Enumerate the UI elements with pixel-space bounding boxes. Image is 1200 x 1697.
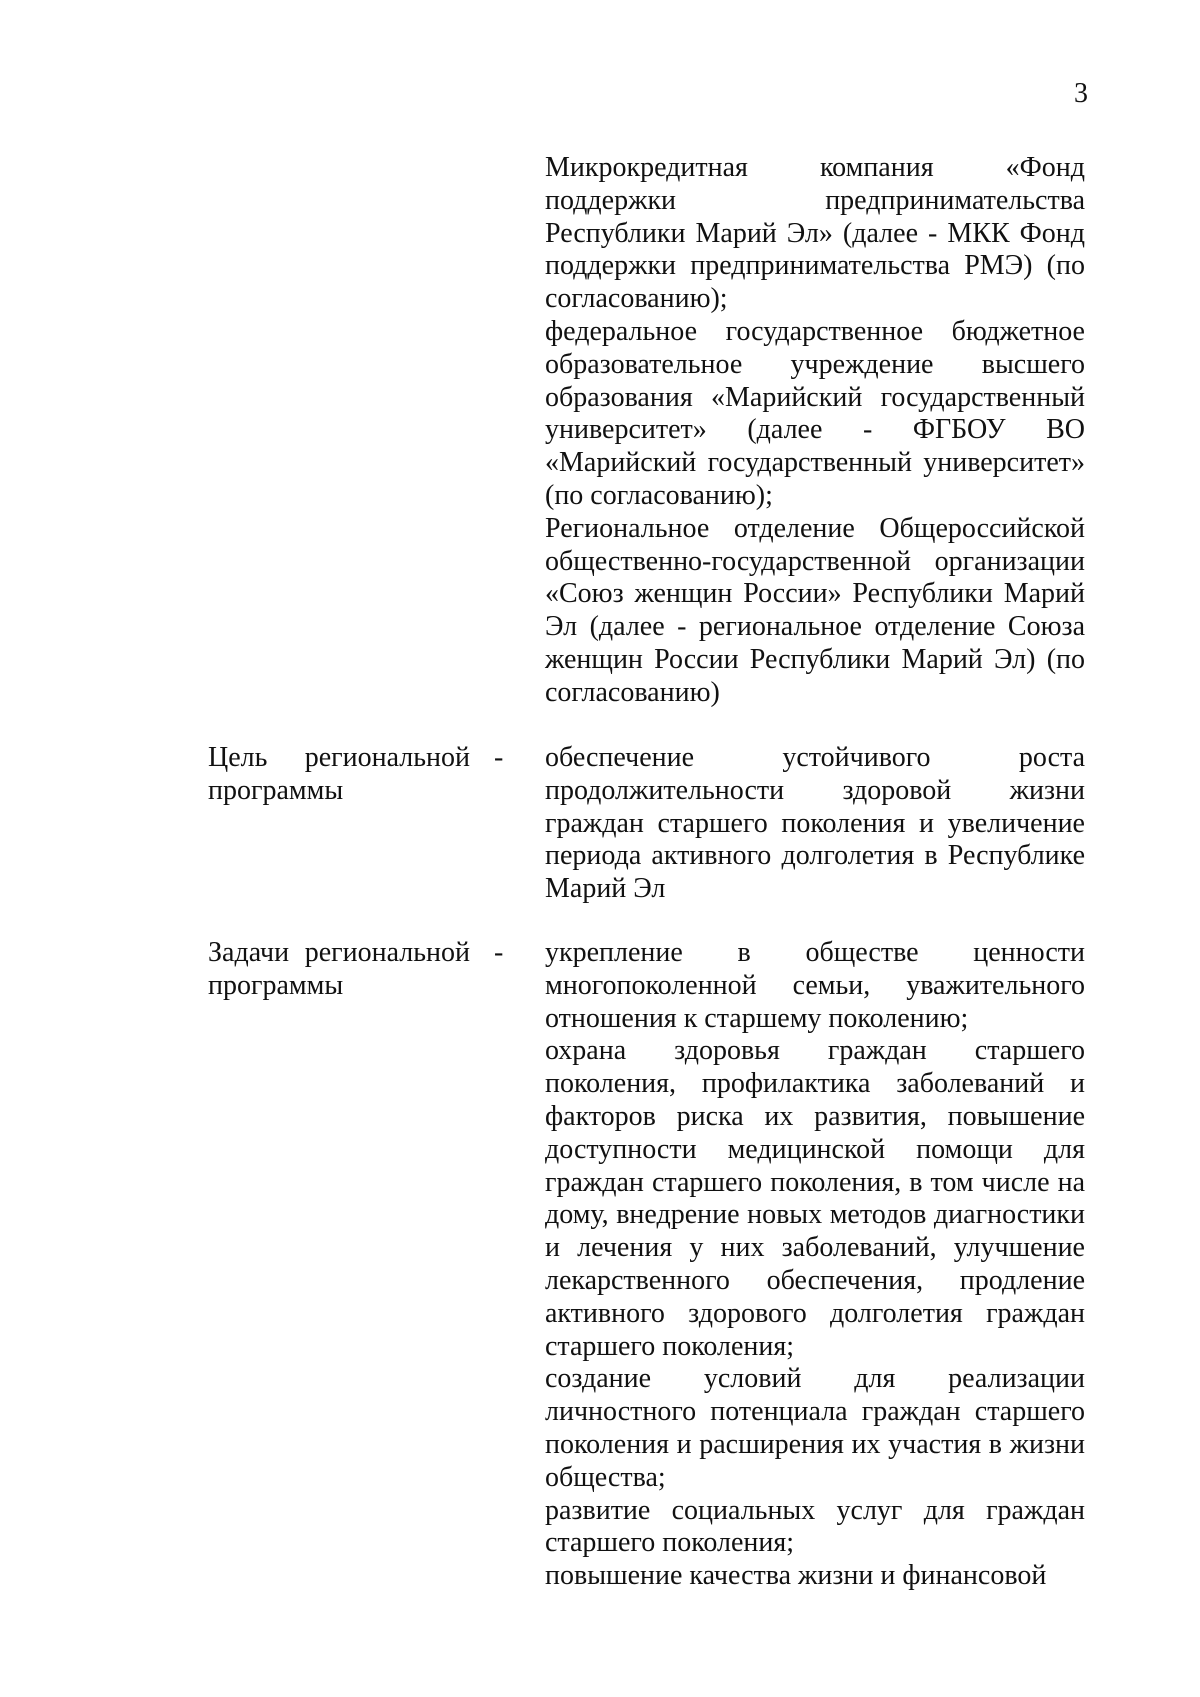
participant-mari-university: федеральное государственное бюджетное образовательное учреждение высшего образования «Марийский государственный университет» (далее - ФГБОУ ВО «Марийский государственный университет» (по согласованию); [545, 315, 1085, 511]
task-item: повышение качества жизни и финансовой [545, 1560, 1047, 1592]
goal-label: Цель региональной программы [208, 742, 470, 806]
task-item: укрепление в обществе ценности многопоколенной семьи, уважительного отношения к старшему поколению; [545, 937, 1085, 1034]
task-item: создание условий для реализации личностного потенциала граждан старшего поколения и расширения их участия в жизни общества; [545, 1363, 1085, 1493]
goal-text: обеспечение устойчивого роста продолжительности здоровой жизни граждан старшего поколения и увеличение периода активного долголетия в Республике Марий Эл [545, 742, 1085, 905]
tasks-dash: - [494, 937, 504, 968]
participants-list [545, 152, 1085, 710]
participant-mkk-fund: Микрокредитная компания «Фонд поддержки предпринимательства Республики Марий Эл» (далее - МКК Фонд поддержки предпринимательства РМЭ) (по согласованию); [545, 152, 1085, 315]
participant-womens-union: Региональное отделение Общероссийской общественно-государственной организации «Союз женщин России» Республики Марий Эл (далее - региональное отделение Союза женщин России Республики Марий Эл) (по согласованию) [545, 512, 1085, 708]
task-item: охрана здоровья граждан старшего поколения, профилактика заболеваний и факторов риска их развития, повышение доступности медицинской помощи для граждан старшего поколения, в том числе на дому, внедрение новых методов диагностики и лечения у них заболеваний, улучшение лекарственного обеспечения, продление активного здорового долголетия граждан старшего поколения; [545, 1035, 1085, 1362]
tasks-list [545, 937, 1085, 1593]
task-item: развитие социальных услуг для граждан старшего поколения; [545, 1494, 1085, 1559]
tasks-label: Задачи региональной программы [208, 937, 470, 1001]
goal-dash: - [494, 742, 504, 773]
page-number: 3 [1074, 78, 1088, 109]
